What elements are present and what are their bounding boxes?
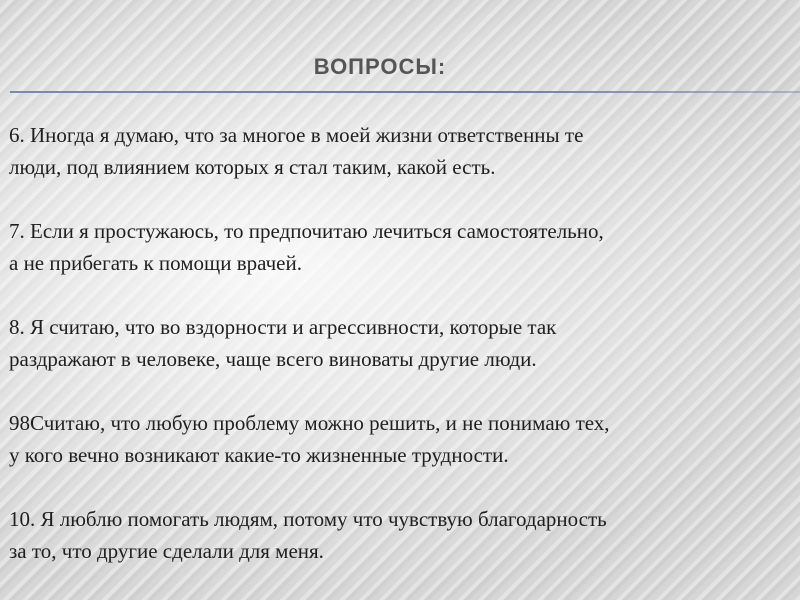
question-8-line-1: 8. Я считаю, что во вздорности и агрессивности, которые так bbox=[9, 315, 557, 339]
question-6-line-1: 6. Иногда я думаю, что за многое в моей жизни ответственны те bbox=[9, 123, 584, 147]
question-10-line-1: 10. Я люблю помогать людям, потому что чувствую благодарность bbox=[9, 507, 607, 531]
question-7-line-2: а не прибегать к помощи врачей. bbox=[9, 251, 302, 275]
questions-list bbox=[9, 119, 789, 599]
slide-title: ВОПРОСЫ: bbox=[313, 54, 447, 79]
question-7-line-1: 7. Если я простужаюсь, то предпочитаю лечиться самостоятельно, bbox=[9, 219, 604, 243]
question-6-line-2: люди, под влиянием которых я стал таким, какой есть. bbox=[9, 155, 496, 179]
question-8-line-2: раздражают в человеке, чаще всего виноваты другие люди. bbox=[9, 347, 537, 371]
question-9 bbox=[9, 407, 789, 471]
question-10-line-2: за то, что другие сделали для меня. bbox=[9, 539, 324, 563]
question-6 bbox=[9, 119, 789, 183]
question-9-line-1: 98Считаю, что любую проблему можно решить, и не понимаю тех, bbox=[9, 411, 610, 435]
question-8 bbox=[9, 311, 789, 375]
title-divider bbox=[10, 91, 800, 93]
question-7 bbox=[9, 215, 789, 279]
question-9-line-2: у кого вечно возникают какие-то жизненные трудности. bbox=[9, 443, 509, 467]
question-10 bbox=[9, 503, 789, 567]
